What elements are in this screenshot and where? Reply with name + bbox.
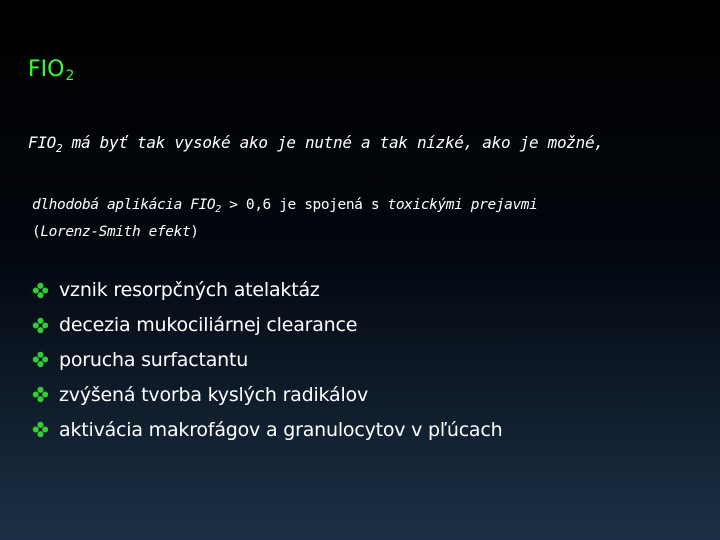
bullet-text: aktivácia makrofágov a granulocytov v pľúcach — [59, 418, 503, 441]
note-subscript: 2 — [215, 204, 221, 215]
note-part4: Lorenz-Smith efekt — [40, 224, 191, 240]
note-paren-open: ( — [32, 224, 41, 240]
diamond-bullet-icon — [32, 317, 49, 334]
intro-rest: má byť tak vysoké ako je nutné a tak nízké, ako je možné, — [62, 133, 604, 152]
note-paren-close: ) — [190, 224, 199, 240]
bullet-text: zvýšená tvorba kyslých radikálov — [59, 383, 369, 406]
list-item — [32, 412, 502, 447]
title-text: FIO — [28, 57, 65, 82]
toxicity-note — [32, 194, 652, 244]
intro-fio: FIO — [28, 133, 56, 152]
diamond-bullet-icon — [32, 386, 49, 403]
note-part2: > 0,6 je spojená s — [220, 197, 388, 213]
diamond-bullet-icon — [32, 351, 49, 368]
bullet-text: decezia mukociliárnej clearance — [59, 314, 358, 337]
intro-subscript: 2 — [56, 142, 63, 155]
bullet-list — [32, 273, 502, 447]
diamond-bullet-icon — [32, 282, 49, 299]
note-part1: dlhodobá aplikácia FIO — [32, 197, 216, 213]
bullet-text: porucha surfactantu — [59, 348, 249, 371]
list-item — [32, 343, 502, 378]
list-item — [32, 308, 502, 343]
list-item — [32, 377, 502, 412]
diamond-bullet-icon — [32, 421, 49, 438]
title-subscript: 2 — [65, 68, 75, 84]
list-item — [32, 273, 502, 308]
slide-title — [28, 56, 74, 90]
intro-sentence — [28, 133, 648, 159]
bullet-text: vznik resorpčných atelaktáz — [59, 279, 320, 302]
note-part3: toxickými prejavmi — [387, 197, 538, 213]
